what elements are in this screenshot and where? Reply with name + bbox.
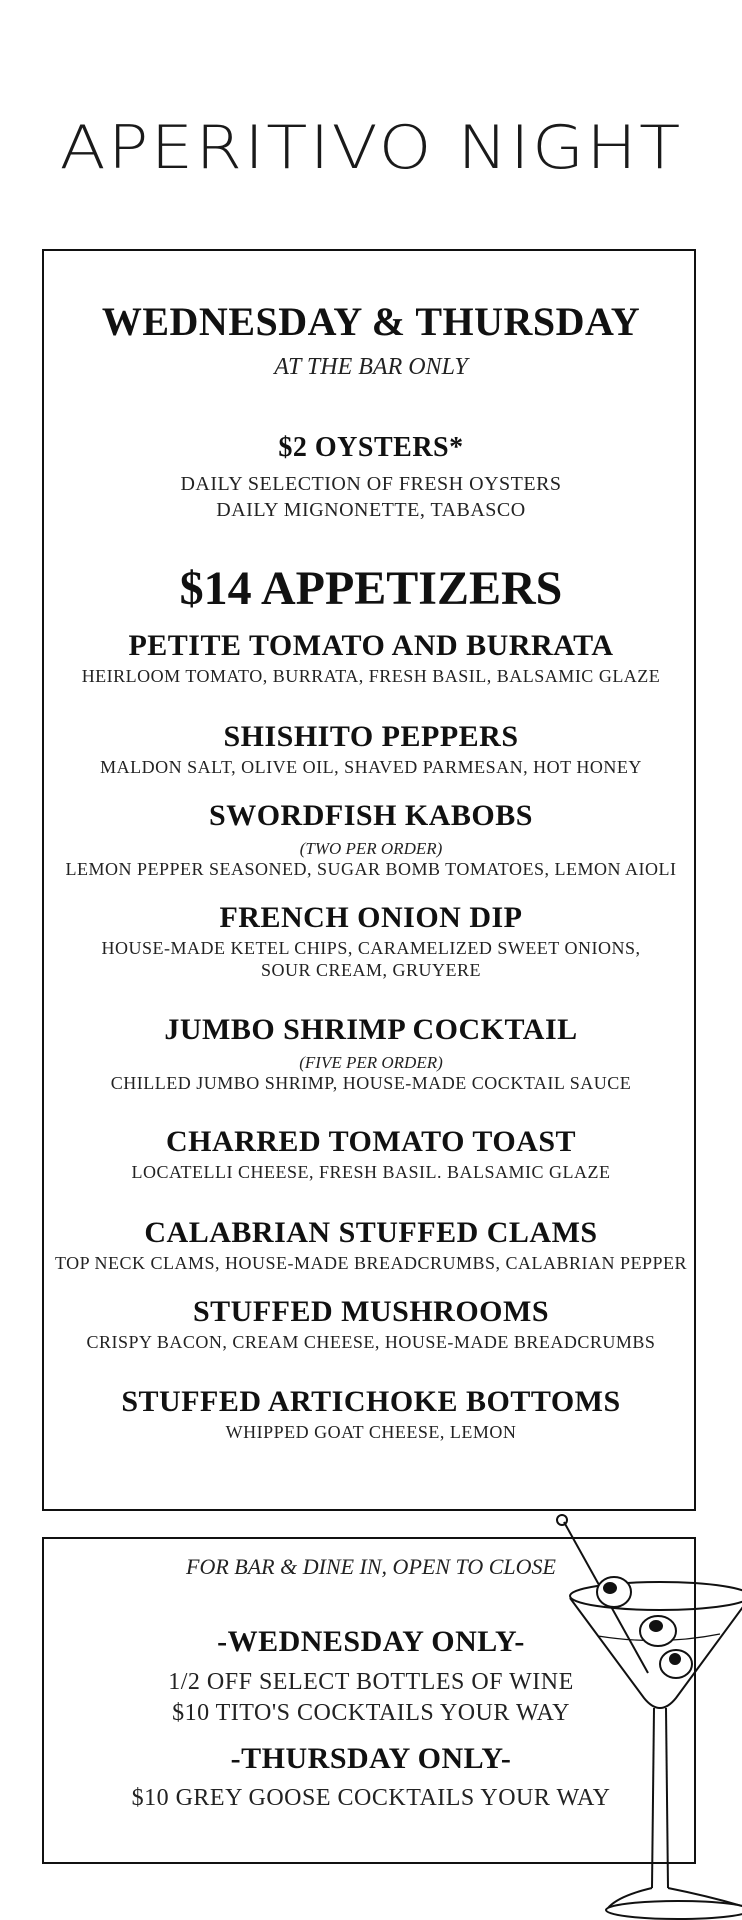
item-note: (TWO PER ORDER) (299, 839, 443, 858)
thursday-heading: -THURSDAY ONLY- (230, 1742, 512, 1775)
days-heading: WEDNESDAY & THURSDAY (101, 299, 641, 344)
days-note: AT THE BAR ONLY (274, 354, 468, 380)
wednesday-heading: -WEDNESDAY ONLY- (217, 1625, 525, 1658)
item-name: PETITE TOMATO AND BURRATA (128, 629, 614, 662)
martini-glass-icon (548, 1508, 742, 1920)
oysters-line-1: DAILY SELECTION OF FRESH OYSTERS (180, 473, 562, 495)
item-desc: MALDON SALT, OLIVE OIL, SHAVED PARMESAN, HOT HONEY (100, 757, 642, 777)
item-note: (FIVE PER ORDER) (299, 1053, 443, 1072)
thursday-line-1: $10 GREY GOOSE COCKTAILS YOUR WAY (131, 1785, 611, 1811)
oysters-line-2: DAILY MIGNONETTE, TABASCO (216, 499, 526, 521)
oysters-heading: $2 OYSTERS* (278, 432, 464, 463)
item-desc: LOCATELLI CHEESE, FRESH BASIL. BALSAMIC GLAZE (131, 1162, 611, 1182)
item-name: JUMBO SHRIMP COCKTAIL (164, 1013, 578, 1046)
item-desc: HOUSE-MADE KETEL CHIPS, CARAMELIZED SWEET ONIONS, (101, 938, 641, 958)
item-desc: LEMON PEPPER SEASONED, SUGAR BOMB TOMATOES, LEMON AIOLI (65, 859, 677, 879)
item-name: CHARRED TOMATO TOAST (165, 1125, 577, 1158)
item-desc: HEIRLOOM TOMATO, BURRATA, FRESH BASIL, BALSAMIC GLAZE (81, 666, 661, 686)
item-name: SHISHITO PEPPERS (223, 720, 519, 753)
item-name: STUFFED ARTICHOKE BOTTOMS (121, 1385, 621, 1418)
appetizers-heading: $14 APPETIZERS (179, 562, 563, 615)
item-desc: CHILLED JUMBO SHRIMP, HOUSE-MADE COCKTAIL SAUCE (110, 1073, 632, 1093)
page-title: APERITIVO NIGHT (59, 113, 683, 183)
item-desc: TOP NECK CLAMS, HOUSE-MADE BREADCRUMBS, CALABRIAN PEPPER (54, 1253, 688, 1273)
item-name: FRENCH ONION DIP (219, 901, 523, 934)
specials-note: FOR BAR & DINE IN, OPEN TO CLOSE (186, 1554, 556, 1579)
item-name: SWORDFISH KABOBS (209, 799, 533, 832)
wednesday-line-2: $10 TITO'S COCKTAILS YOUR WAY (172, 1700, 570, 1726)
wednesday-line-1: 1/2 OFF SELECT BOTTLES OF WINE (168, 1669, 574, 1695)
item-desc-2: SOUR CREAM, GRUYERE (260, 960, 482, 980)
item-desc: CRISPY BACON, CREAM CHEESE, HOUSE-MADE BREADCRUMBS (86, 1332, 656, 1352)
item-name: CALABRIAN STUFFED CLAMS (144, 1216, 598, 1249)
item-desc: WHIPPED GOAT CHEESE, LEMON (225, 1422, 517, 1442)
item-name: STUFFED MUSHROOMS (192, 1295, 550, 1328)
